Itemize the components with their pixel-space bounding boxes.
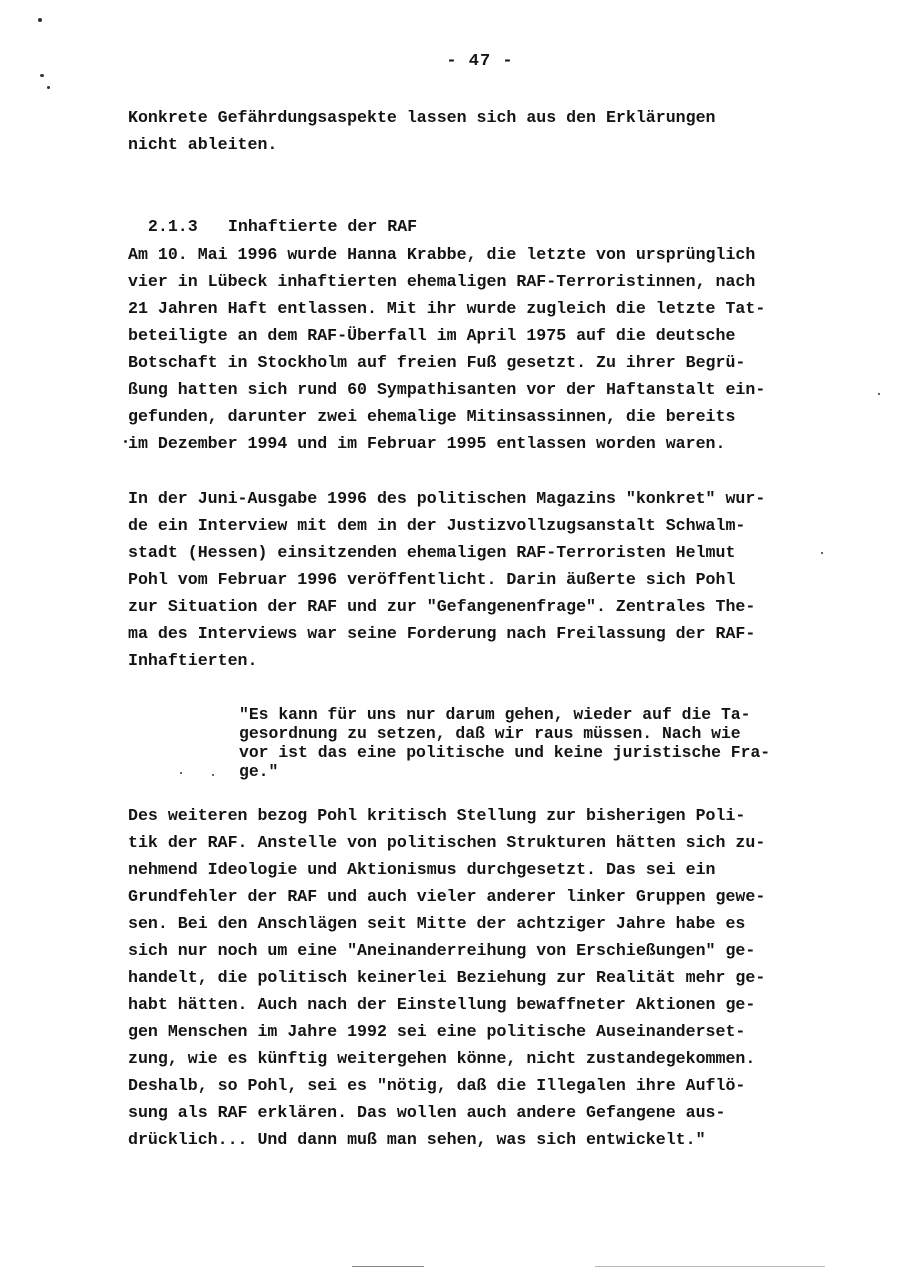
text-line: 21 Jahren Haft entlassen. Mit ihr wurde zugleich die letzte Tat- [128,299,766,318]
paragraph-pohl [128,485,765,674]
scan-speck [40,74,44,77]
scan-speck [38,18,42,22]
block-quote [239,705,770,781]
section-heading [128,186,418,236]
page-number: - 47 - [446,52,514,71]
section-title: Inhaftierte der RAF [227,217,418,236]
text-line: Des weiteren bezog Pohl kritisch Stellung zur bisherigen Poli- [128,806,746,825]
text-line: ßung hatten sich rund 60 Sympathisanten vor der Haftanstalt ein- [128,380,766,399]
text-line: gefunden, darunter zwei ehemalige Mitinsassinnen, die bereits [128,407,736,426]
text-line: habt hätten. Auch nach der Einstellung bewaffneter Aktionen ge- [128,995,756,1014]
text-line: nehmend Ideologie und Aktionismus durchgesetzt. Das sei ein [128,860,716,879]
text-line: Konkrete Gefährdungsaspekte lassen sich aus den Erklärungen [128,108,716,127]
text-line: gen Menschen im Jahre 1992 sei eine politische Auseinanderset- [128,1022,746,1041]
text-line: sen. Bei den Anschlägen seit Mitte der achtziger Jahre habe es [128,914,746,933]
scan-speck [124,440,127,443]
quote-line: ge." [239,762,279,781]
text-line: beteiligte an dem RAF-Überfall im April 1975 auf die deutsche [128,326,736,345]
text-line: im Dezember 1994 und im Februar 1995 entlassen worden waren. [128,434,726,453]
scan-rule [352,1266,424,1267]
text-line: tik der RAF. Anstelle von politischen Strukturen hätten sich zu- [128,833,766,852]
text-line: sung als RAF erklären. Das wollen auch andere Gefangene aus- [128,1103,726,1122]
text-line: zur Situation der RAF und zur "Gefangenenfrage". Zentrales The- [128,597,756,616]
text-line: Botschaft in Stockholm auf freien Fuß gesetzt. Zu ihrer Begrü- [128,353,746,372]
text-line: de ein Interview mit dem in der Justizvollzugsanstalt Schwalm- [128,516,746,535]
text-line: zung, wie es künftig weitergehen könne, nicht zustandegekommen. [128,1049,756,1068]
text-line: Pohl vom Februar 1996 veröffentlicht. Darin äußerte sich Pohl [128,570,736,589]
quote-line: gesordnung zu setzen, daß wir raus müssen. Nach wie [239,724,741,743]
scan-rule [595,1266,825,1267]
text-line: ma des Interviews war seine Forderung nach Freilassung der RAF- [128,624,756,643]
scan-speck [180,772,182,774]
text-line: Deshalb, so Pohl, sei es "nötig, daß die Illegalen ihre Auflö- [128,1076,746,1095]
text-line: nicht ableiten. [128,135,278,154]
text-line: sich nur noch um eine "Aneinanderreihung von Erschießungen" ge- [128,941,756,960]
paragraph-critique [128,802,765,1153]
text-line: Am 10. Mai 1996 wurde Hanna Krabbe, die letzte von ursprünglich [128,245,756,264]
text-line: handelt, die politisch keinerlei Beziehung zur Realität mehr ge- [128,968,766,987]
paragraph-krabbe [128,241,765,457]
scan-speck [821,552,823,554]
intro-paragraph [128,104,716,158]
quote-line: "Es kann für uns nur darum gehen, wieder auf die Ta- [239,705,751,724]
quote-line: vor ist das eine politische und keine juristische Fra- [239,743,771,762]
text-line: stadt (Hessen) einsitzenden ehemaligen RAF-Terroristen Helmut [128,543,736,562]
text-line: In der Juni-Ausgabe 1996 des politischen Magazins "konkret" wur- [128,489,766,508]
text-line: drücklich... Und dann muß man sehen, was sich entwickelt." [128,1130,706,1149]
scan-speck [878,393,880,395]
scan-speck [212,774,214,776]
text-line: Inhaftierten. [128,651,258,670]
scan-speck [47,86,50,89]
text-line: Grundfehler der RAF und auch vieler anderer linker Gruppen gewe- [128,887,766,906]
text-line: vier in Lübeck inhaftierten ehemaligen RAF-Terroristinnen, nach [128,272,756,291]
section-number: 2.1.3 [147,217,198,236]
